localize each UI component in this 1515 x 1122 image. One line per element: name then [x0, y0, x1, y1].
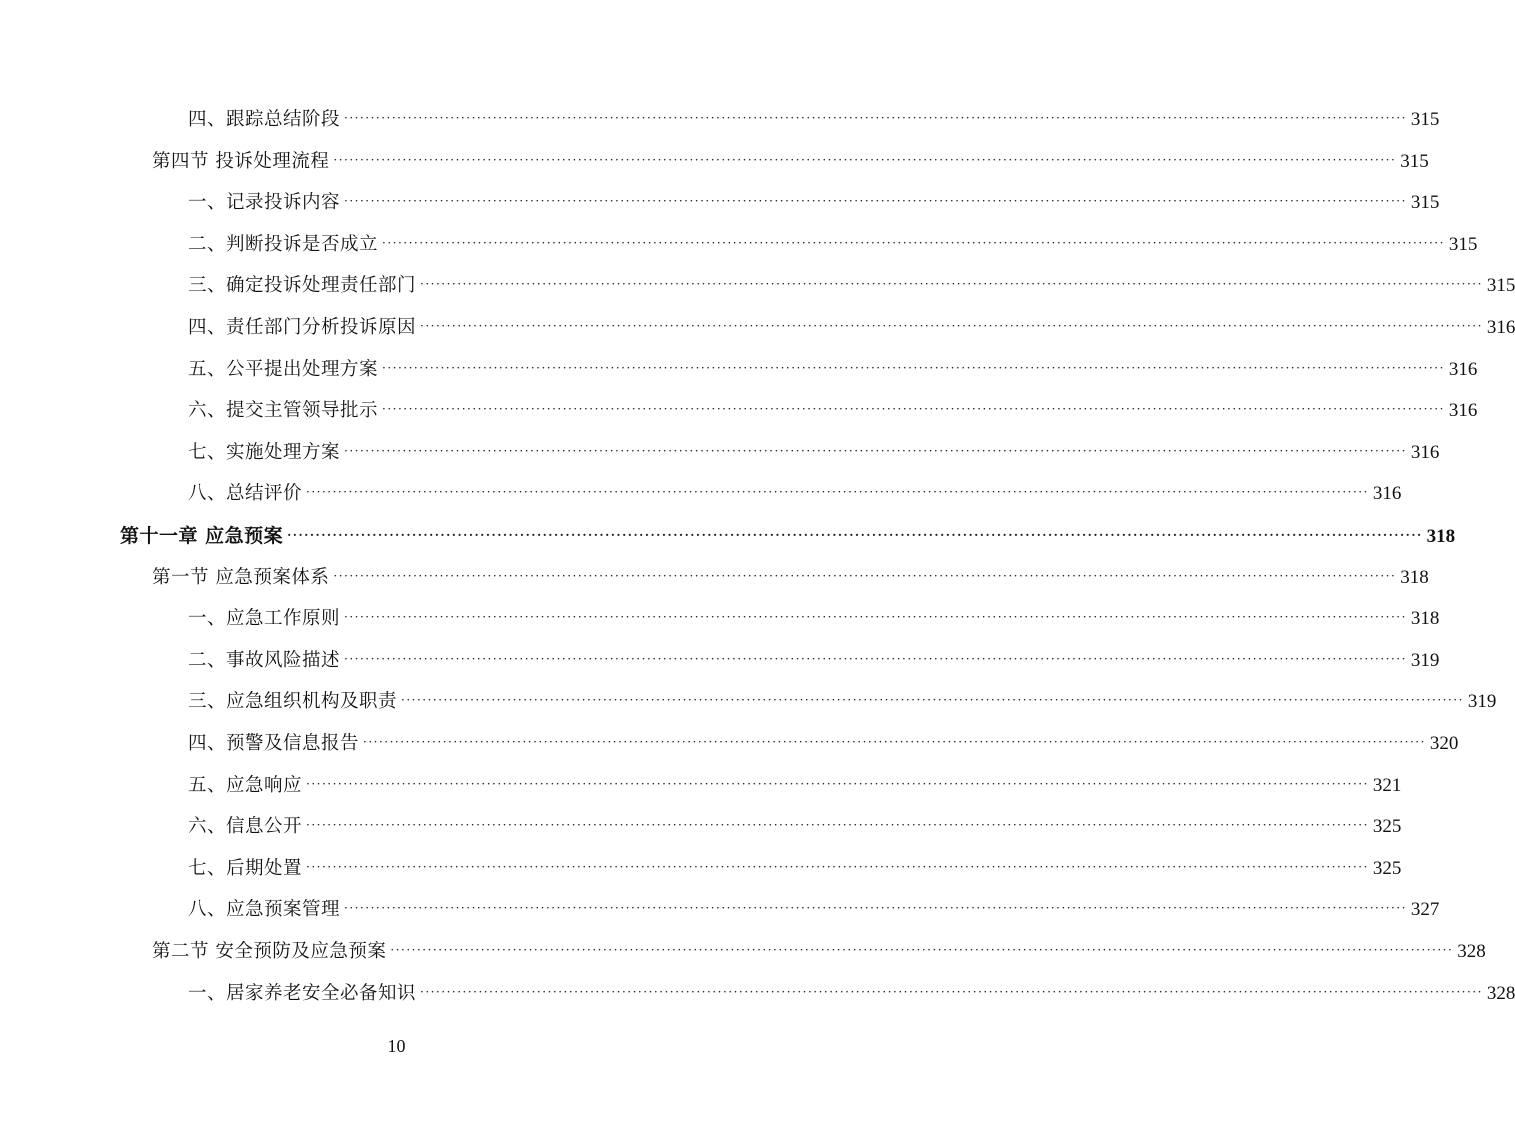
toc-entry[interactable]	[0, 886, 1440, 928]
toc-entry-page-number: 327	[1410, 899, 1440, 921]
toc-entry-page-number: 316	[1448, 400, 1478, 422]
toc-leader-dots: ········································································································································································································	[420, 984, 1483, 999]
toc-leader-dots: ········································································································································································································	[344, 651, 1407, 666]
toc-entry[interactable]	[0, 928, 1486, 970]
toc-leader-dots: ········································································································································································································	[344, 443, 1407, 458]
toc-entry[interactable]	[0, 637, 1440, 679]
toc-entry-page-number: 315	[1486, 275, 1515, 297]
toc-entry-title: 二、事故风险描述	[188, 649, 341, 671]
toc-entry-page-number: 318	[1400, 566, 1429, 588]
toc-entry-title: 八、总结评价	[188, 483, 303, 505]
toc-leader-dots: ········································································································································································································	[333, 152, 1397, 167]
toc-leader-dots: ········································································································································································································	[287, 528, 1423, 542]
toc-entry[interactable]	[0, 845, 1402, 887]
toc-entry-title: 一、居家养老安全必备知识	[188, 982, 417, 1004]
toc-entry[interactable]	[0, 262, 1515, 304]
toc-entry-title: 五、公平提出处理方案	[188, 358, 379, 380]
toc-entry[interactable]	[0, 803, 1402, 845]
toc-leader-dots: ········································································································································································································	[382, 402, 1445, 417]
toc-entry[interactable]	[0, 221, 1478, 263]
toc-leader-dots: ········································································································································································································	[306, 859, 1369, 874]
toc-entry-page-number: 321	[1372, 774, 1402, 796]
toc-entry-title: 八、应急预案管理	[188, 899, 341, 921]
toc-leader-dots: ········································································································································································································	[363, 735, 1426, 749]
toc-leader-dots: ········································································································································································································	[306, 485, 1369, 500]
toc-entry[interactable]	[0, 346, 1478, 388]
toc-entry-page-number: 319	[1467, 691, 1497, 713]
toc-entry-title: 三、确定投诉处理责任部门	[188, 275, 417, 297]
toc-entry-title: 一、记录投诉内容	[188, 192, 341, 214]
toc-entry-title: 三、应急组织机构及职责	[188, 691, 398, 713]
toc-leader-dots: ········································································································································································································	[420, 277, 1483, 292]
toc-leader-dots: ········································································································································································································	[401, 693, 1464, 708]
toc-entry-page-number: 316	[1486, 317, 1515, 338]
toc-leader-dots: ········································································································································································································	[390, 943, 1454, 957]
toc-entry-title: 二、判断投诉是否成立	[188, 233, 379, 255]
toc-leader-dots: ········································································································································································································	[344, 194, 1407, 209]
toc-entry-page-number: 325	[1372, 857, 1402, 879]
toc-entry-page-number: 316	[1372, 483, 1402, 505]
toc-entry-page-number: 319	[1410, 649, 1440, 671]
toc-leader-dots: ········································································································································································································	[382, 235, 1445, 250]
toc-entry[interactable]	[0, 970, 1515, 1012]
toc-entry-title: 第二节 安全预防及应急预案	[152, 941, 387, 962]
toc-entry-title: 第十一章 应急预案	[120, 525, 284, 547]
toc-entry-page-number: 315	[1410, 192, 1440, 214]
toc-entry-page-number: 316	[1448, 358, 1478, 380]
toc-entry[interactable]	[0, 387, 1478, 429]
toc-entry-page-number: 315	[1410, 109, 1440, 130]
toc-leader-dots: ········································································································································································································	[382, 360, 1445, 375]
toc-entry[interactable]	[0, 429, 1440, 471]
toc-entry-title: 四、责任部门分析投诉原因	[188, 317, 417, 338]
toc-leader-dots: ········································································································································································································	[344, 610, 1407, 625]
toc-entry[interactable]	[0, 96, 1440, 138]
toc-entry-page-number: 328	[1486, 982, 1515, 1004]
toc-entry-page-number: 315	[1448, 233, 1478, 255]
toc-entry-title: 四、跟踪总结阶段	[188, 109, 341, 130]
toc-entry[interactable]	[0, 304, 1515, 346]
toc-entry[interactable]	[0, 762, 1402, 804]
toc-entry[interactable]	[0, 554, 1429, 596]
toc-entry[interactable]	[0, 678, 1497, 720]
toc-entry[interactable]	[0, 179, 1440, 221]
toc-entry-page-number: 320	[1429, 733, 1459, 754]
toc-entry[interactable]	[0, 595, 1440, 637]
toc-entry-page-number: 315	[1400, 150, 1429, 172]
toc-entry-title: 六、提交主管领导批示	[188, 400, 379, 422]
toc-entry-title: 七、后期处置	[188, 857, 303, 879]
toc-entry-title: 六、信息公开	[188, 816, 303, 838]
toc-entry-title: 五、应急响应	[188, 774, 303, 796]
toc-leader-dots: ········································································································································································································	[306, 818, 1369, 833]
toc-entry-page-number: 318	[1410, 608, 1440, 630]
toc-entry-page-number: 318	[1426, 526, 1456, 547]
toc-entry-title: 四、预警及信息报告	[188, 733, 360, 754]
toc-entry[interactable]	[0, 138, 1429, 180]
page-footer-number: 10	[387, 1036, 406, 1056]
toc-entry[interactable]	[0, 512, 1456, 554]
toc-leader-dots: ········································································································································································································	[344, 901, 1407, 916]
toc-leader-dots: ········································································································································································································	[420, 319, 1483, 333]
toc-entry-page-number: 316	[1410, 441, 1440, 463]
toc-entry[interactable]	[0, 470, 1402, 512]
toc-leader-dots: ········································································································································································································	[333, 568, 1397, 583]
toc-entry-page-number: 328	[1457, 941, 1486, 962]
toc-leader-dots: ········································································································································································································	[306, 776, 1369, 791]
toc-entry-title: 第四节 投诉处理流程	[152, 150, 330, 172]
toc-entry-title: 一、应急工作原则	[188, 608, 341, 630]
toc-entry-title: 七、实施处理方案	[188, 441, 341, 463]
toc-entry-page-number: 325	[1372, 816, 1402, 838]
toc-entry-title: 第一节 应急预案体系	[152, 566, 330, 588]
toc-entry[interactable]	[0, 720, 1459, 762]
toc-leader-dots: ········································································································································································································	[344, 111, 1407, 125]
